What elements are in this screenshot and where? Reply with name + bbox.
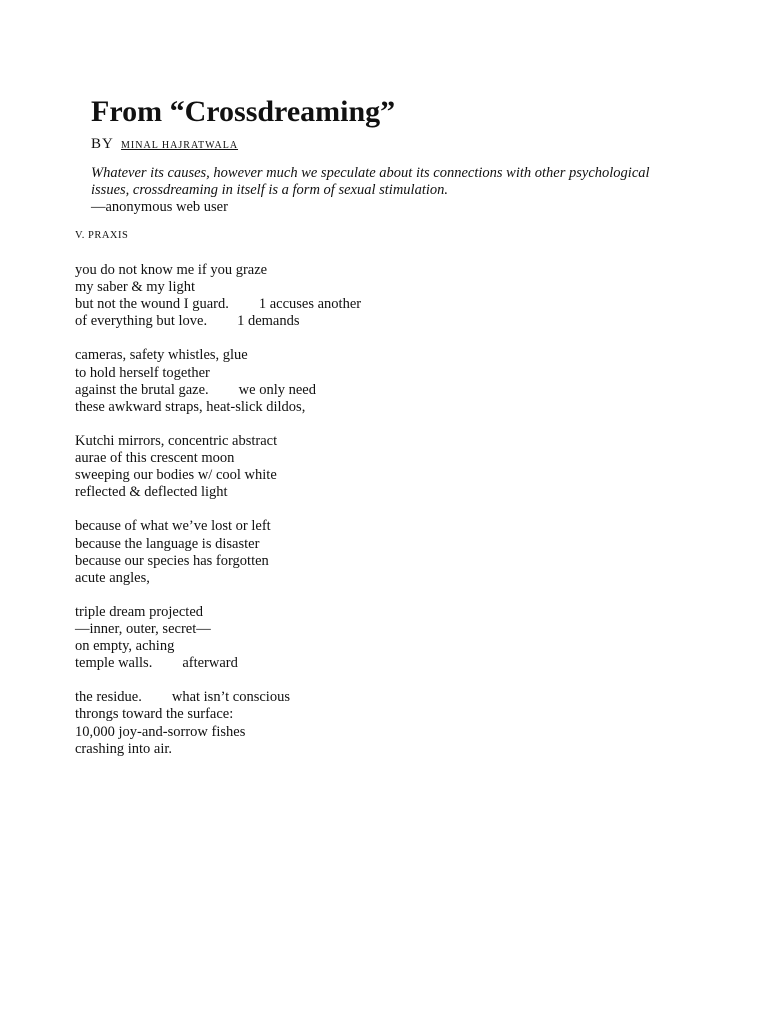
poem-line-text: my saber & my light — [75, 279, 196, 296]
poem-line-text: 10,000 joy-and-sorrow fishes — [75, 723, 246, 740]
poem-line-text: aurae of this crescent moon — [75, 450, 235, 467]
poem-line-text: triple dream projected — [75, 603, 204, 620]
poem-line-text: because our species has forgotten — [75, 552, 269, 569]
epigraph-quote-line-1: Whatever its causes, however much we speculate about its connections with other psychological — [91, 165, 650, 181]
poem-line — [75, 450, 361, 467]
poem-line-text: sweeping our bodies w/ cool white — [75, 467, 277, 484]
poem-line — [75, 262, 361, 279]
poem-body — [75, 262, 361, 775]
poem-line-text: temple walls. — [75, 655, 153, 672]
poem-stanza — [75, 604, 361, 672]
poem-line-text: —inner, outer, secret— — [75, 620, 211, 637]
poem-line — [75, 433, 361, 450]
poem-line-text: of everything but love. — [75, 313, 208, 330]
poem-line — [75, 279, 361, 296]
poem-stanza — [75, 347, 361, 415]
poem-line — [75, 741, 361, 758]
poem-line — [75, 536, 361, 553]
poem-line-text: you do not know me if you graze — [75, 262, 268, 278]
poem-line — [75, 382, 361, 399]
poem-line — [75, 313, 361, 330]
poem-line-text: Kutchi mirrors, concentric abstract — [75, 432, 278, 449]
poem-line — [75, 706, 361, 723]
poem-line-second-phrase: 1 demands — [237, 313, 300, 330]
poem-line-second-phrase: we only need — [238, 381, 316, 398]
poem-line — [75, 655, 361, 672]
poem-line-text: but not the wound I guard. — [75, 296, 229, 313]
poem-line — [75, 638, 361, 655]
epigraph-quote-line-2: issues, crossdreaming in itself is a form of sexual stimulation. — [91, 182, 448, 198]
poem-line — [75, 467, 361, 484]
poem-line-second-phrase: afterward — [182, 655, 238, 672]
poem-line-text: because the language is disaster — [75, 535, 260, 552]
page-title: From “Crossdreaming” — [91, 95, 396, 128]
poem-line-text: throngs toward the surface: — [75, 706, 234, 723]
poem-line-second-phrase: 1 accuses another — [258, 296, 362, 313]
poem-stanza — [75, 262, 361, 330]
poem-stanza — [75, 433, 361, 501]
poem-line — [75, 484, 361, 501]
poem-line-text: because of what we’ve lost or left — [75, 518, 271, 535]
poem-line-text: against the brutal gaze. — [75, 381, 209, 398]
poem-line-second-phrase: what isn’t conscious — [171, 689, 290, 706]
poem-line — [75, 570, 361, 587]
by-label: BY — [91, 136, 114, 152]
poem-line-text: on empty, aching — [75, 638, 175, 655]
section-label: V. PRAXIS — [75, 230, 129, 241]
poem-line — [75, 724, 361, 741]
poem-stanza — [75, 518, 361, 586]
poem-line-text: reflected & deflected light — [75, 484, 228, 501]
poem-stanza — [75, 689, 361, 757]
poem-line — [75, 621, 361, 638]
poem-line — [75, 296, 361, 313]
poem-line — [75, 365, 361, 382]
poem-line-text: these awkward straps, heat-slick dildos, — [75, 398, 306, 415]
poem-line — [75, 604, 361, 621]
poem-line-text: to hold herself together — [75, 364, 210, 381]
poem-line-text: cameras, safety whistles, glue — [75, 347, 248, 364]
author-link[interactable]: MINAL HAJRATWALA — [121, 140, 239, 151]
poem-line — [75, 553, 361, 570]
poem-header — [91, 92, 711, 216]
poem-line — [75, 347, 361, 364]
poem-line-text: crashing into air. — [75, 740, 173, 757]
epigraph — [91, 165, 711, 216]
byline — [91, 134, 711, 156]
poem-line — [75, 689, 361, 706]
poem-line-text: the residue. — [75, 689, 142, 706]
poem-line — [75, 518, 361, 535]
poem-line — [75, 399, 361, 416]
poem-line-text: acute angles, — [75, 569, 150, 586]
epigraph-attribution: —anonymous web user — [91, 199, 228, 215]
